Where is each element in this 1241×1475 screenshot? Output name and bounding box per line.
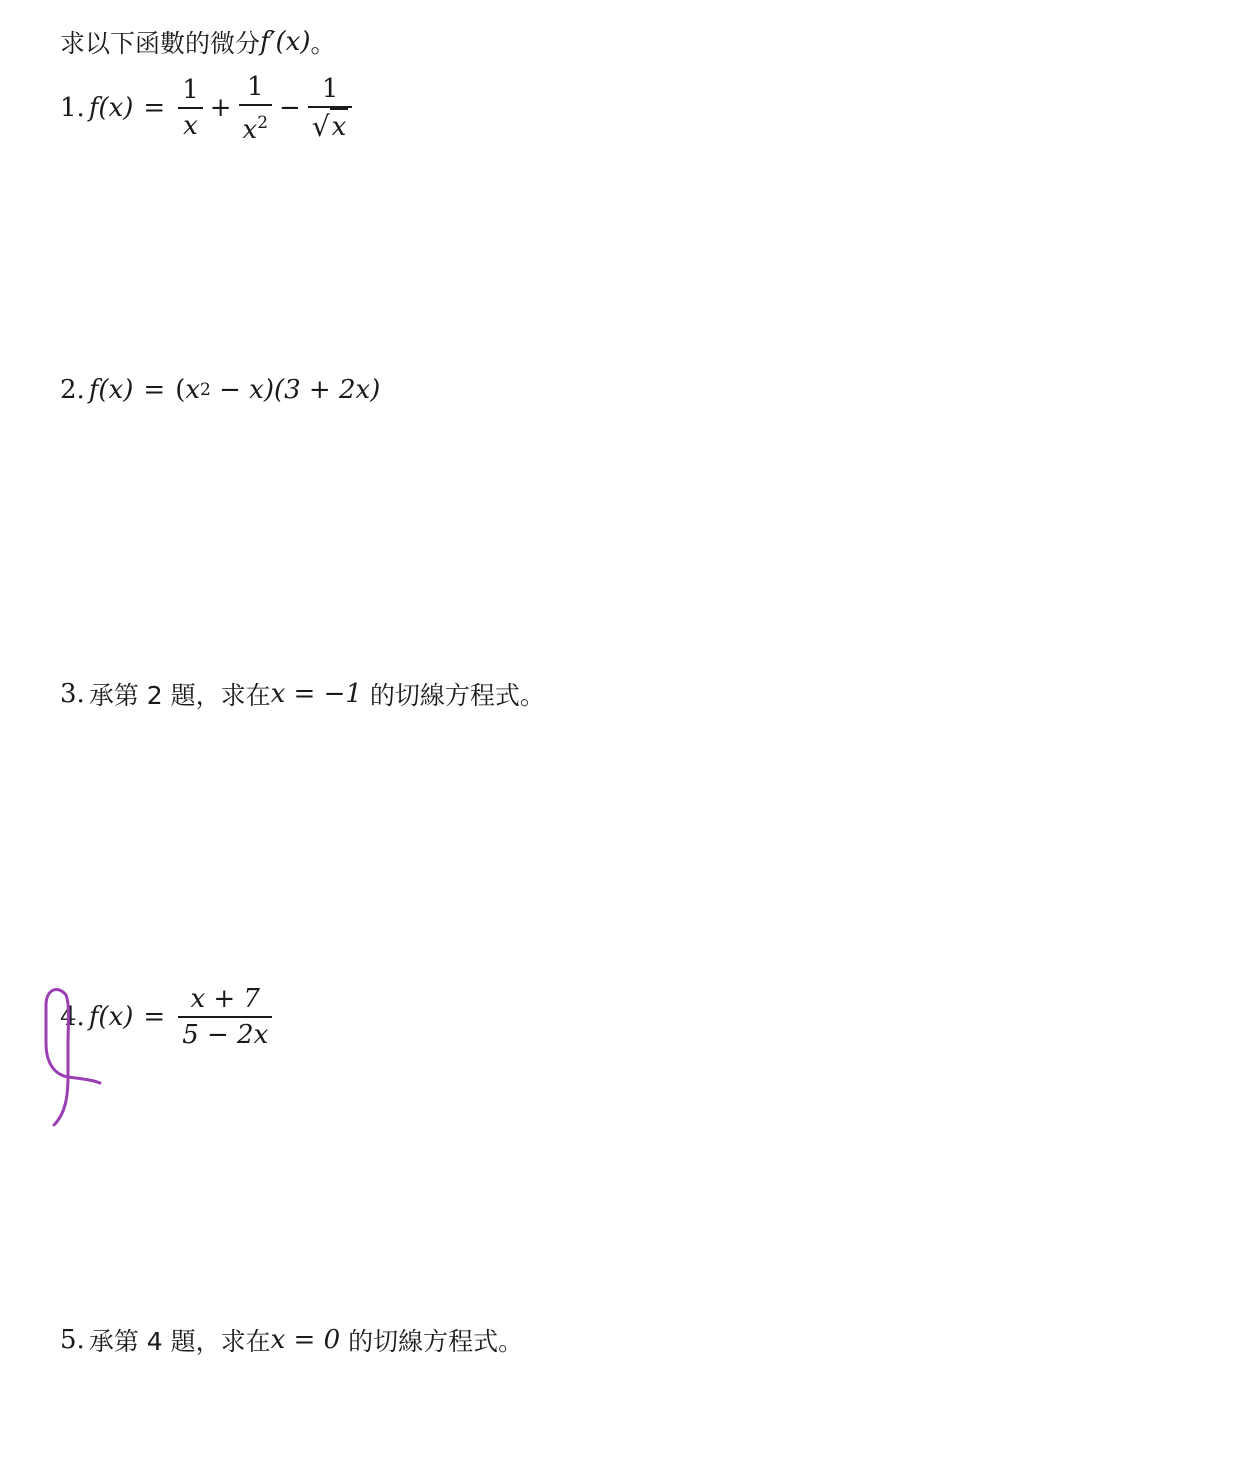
question-2-factor-2: (3 + 2x) (273, 375, 381, 405)
instruction-line (60, 24, 336, 60)
question-1-fraction-1: $\frac{1}{x}$ (178, 73, 203, 143)
sqrt-symbol: √ x (311, 109, 347, 143)
question-1 (60, 70, 355, 146)
question-4-lhs: f(x) (88, 1002, 134, 1032)
question-2-lhs: f(x) (88, 375, 134, 405)
question-1-lhs: f(x) (88, 93, 134, 123)
question-5-text: 承第 4 題，求在 (88, 1327, 271, 1356)
handwritten-annotation (38, 985, 108, 1135)
instruction-end: 。 (310, 29, 336, 58)
question-2-number: 2. (60, 375, 85, 405)
question-3-number: 3. (60, 679, 85, 709)
question-5 (60, 1320, 523, 1360)
question-5-math: x = 0 (270, 1325, 341, 1355)
question-2: 2. f(x) = ( x 2 − x) (3 + 2x) (60, 375, 381, 405)
question-1-number: 1. (60, 93, 85, 123)
question-5-number: 5. (60, 1325, 85, 1355)
question-1-fraction-3: 1 √ x (308, 72, 353, 145)
question-4-fraction: $\frac{x + 7}{5 - 2x}$ (178, 982, 272, 1052)
question-1-minus: − (279, 93, 301, 123)
question-3-math: x = −1 (270, 679, 362, 709)
question-5-text-end: 的切線方程式。 (340, 1327, 524, 1356)
question-4-equals: = (143, 1002, 166, 1032)
question-1-equals: = (143, 93, 166, 123)
question-3-text: 承第 2 題，求在 (88, 681, 271, 710)
question-4-number: 4. (60, 1002, 85, 1032)
question-1-plus: + (209, 93, 232, 123)
instruction-math: f′(x) (260, 27, 311, 57)
question-3 (60, 674, 545, 714)
question-3-text-end: 的切線方程式。 (361, 681, 545, 710)
question-2-equals: = (143, 375, 166, 405)
question-1-fraction-2: $\frac{1}{x^2}$ (239, 70, 273, 147)
instruction-text: 求以下函數的微分 (60, 29, 261, 58)
